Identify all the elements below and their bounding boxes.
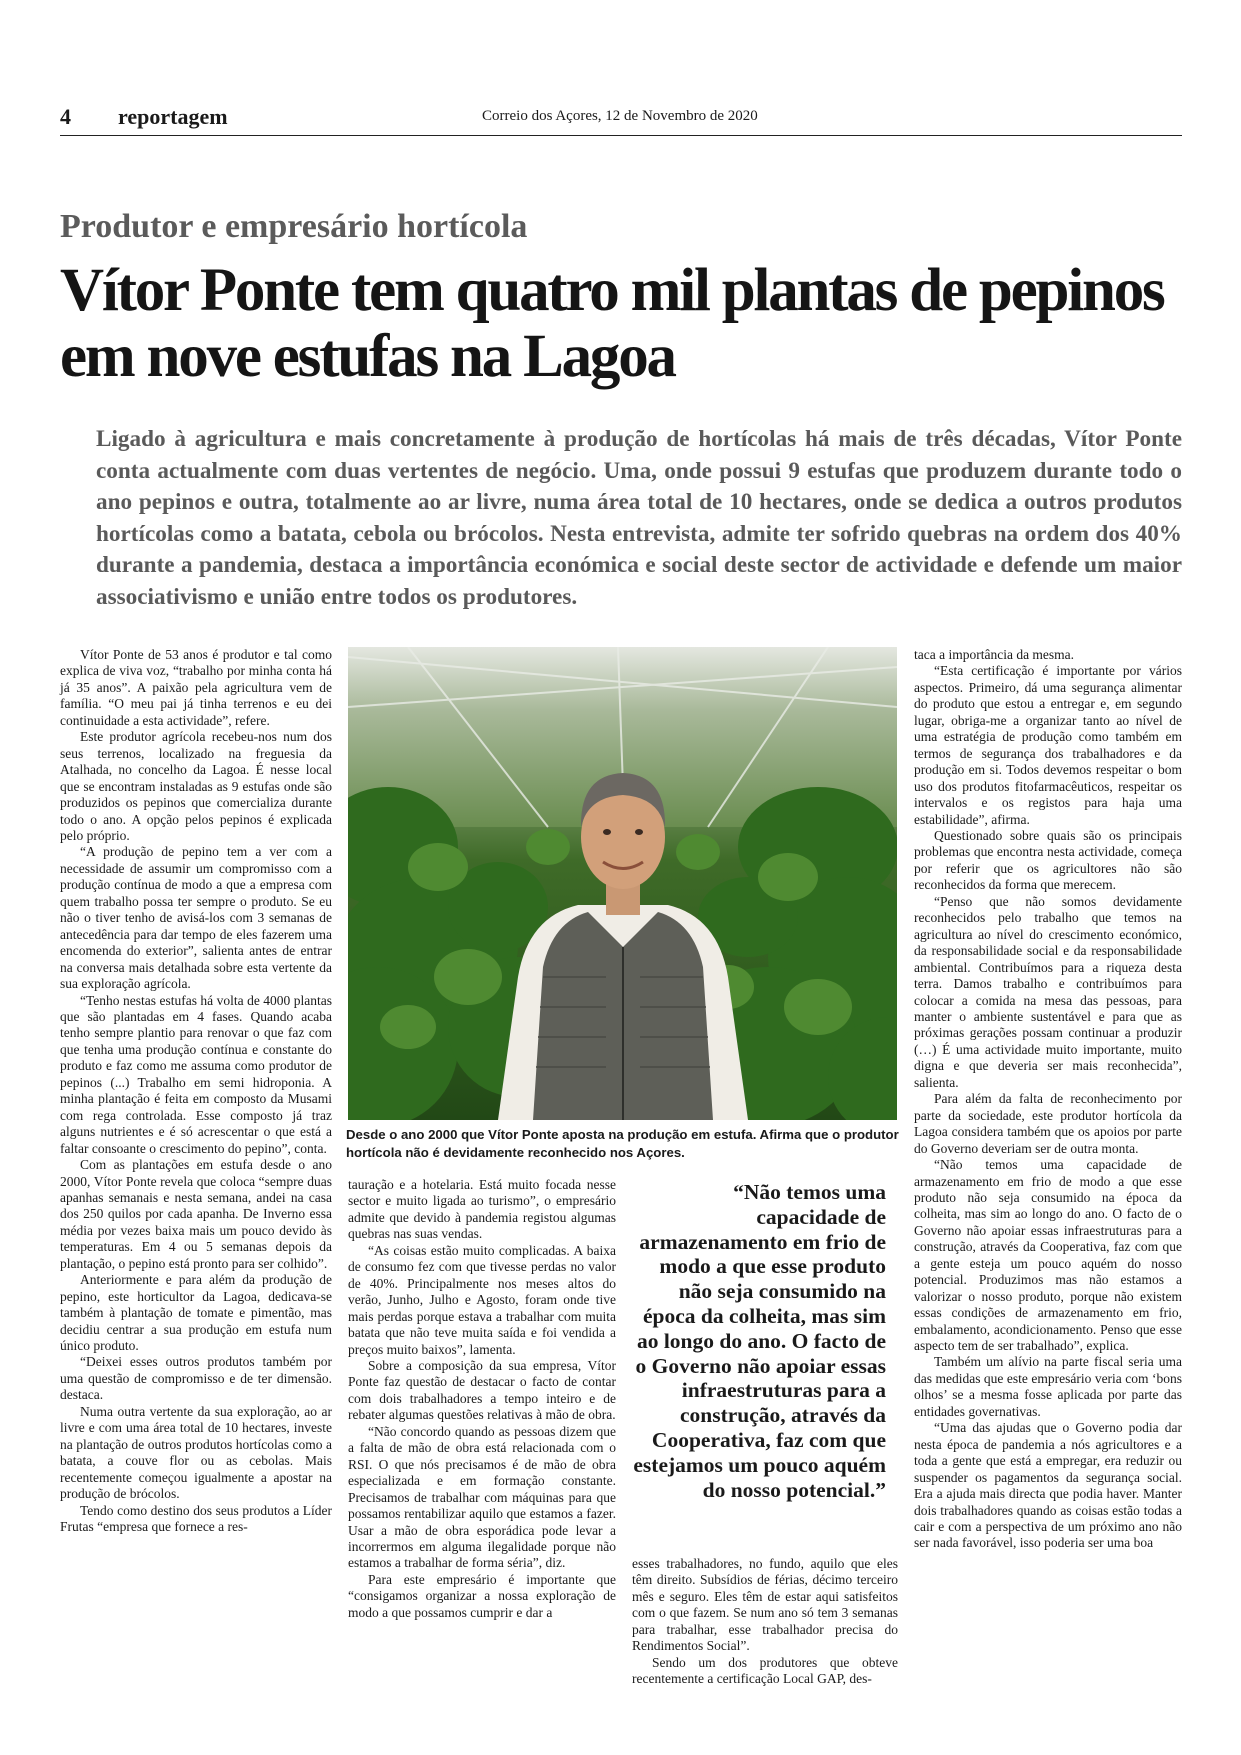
- paragraph: Também um alívio na parte fiscal seria uma das medidas que este empresário veria com ‘bons olhos’ se a mesma fosse aplicada por parte das entidades governativas.: [914, 1354, 1182, 1419]
- paragraph: Para este empresário é importante que “consigamos organizar a nossa exploração de modo a que possamos cumprir e dar a: [348, 1571, 616, 1620]
- column-3: [632, 1556, 898, 1688]
- paragraph: “Penso que não somos devidamente reconhecidos pelo trabalho que temos na agricultura ao nível do crescimento económico, da responsabilidade social e da responsabilidade ambiental. Contribuímos para a riqueza desta terra. Damos trabalho e contribuímos para colocar a comida na mesa das pessoas, para manter o ambiente sustentável e para que as próximas gerações possam continuar a produzir (…) É uma actividade muito importante, muito digna e que deveria ser mais reconhecida”, salienta.: [914, 893, 1182, 1090]
- lead-paragraph: Ligado à agricultura e mais concretamente à produção de hortícolas há mais de três décadas, Vítor Ponte conta actualmente com duas vertentes de negócio. Uma, onde possui 9 estufas que produzem durante todo o ano pepinos e outra, totalmente ao ar livre, numa área total de 10 hectares, onde se dedica a outros produtos hortícolas como a batata, cebola ou brócolos. Nesta entrevista, admite ter sofrido quebras na ordem dos 40% durante a pandemia, destaca a importância económica e social deste sector de actividade e defende um maior associativismo e união entre todos os produtores.: [96, 426, 1182, 610]
- column-2: [348, 1177, 616, 1621]
- paragraph: Numa outra vertente da sua exploração, ao ar livre e com uma área total de 10 hectares, investe na plantação de outros produtos hortícolas como a batata, a couve flor ou as cebolas. Mais recentemente começou igualmente a apostar na produção de brócolos.: [60, 1403, 332, 1502]
- headline: Vítor Ponte tem quatro mil plantas de pepinos em nove estufas na Lagoa: [60, 257, 1164, 390]
- page-number: 4: [60, 104, 71, 129]
- paragraph: Questionado sobre quais são os principais problemas que encontra nesta actividade, começa por referir que os agricultores não são reconhecidos da forma que merecem.: [914, 827, 1182, 893]
- header-rule: [60, 135, 1182, 136]
- paragraph: Sobre a composição da sua empresa, Vítor Ponte faz questão de destacar o facto de contar com dois trabalhadores a tempo inteiro e de rebater algumas questões relativas à mão de obra.: [348, 1357, 616, 1423]
- paragraph: Anteriormente e para além da produção de pepino, este horticultor da Lagoa, dedicava-se também à plantação de tomate e pimentão, mas decidiu centrar a sua produção em estufa num único produto.: [60, 1272, 332, 1354]
- photo-illustration: [348, 647, 897, 1120]
- paragraph: Vítor Ponte de 53 anos é produtor e tal como explica de viva voz, “trabalho por minha conta há já 35 anos”. A paixão pela agricultura vem de família. “O meu pai já tinha terrenos e eu dei continuidade a esta actividade”, refere.: [60, 647, 332, 728]
- paragraph: “A produção de pepino tem a ver com a necessidade de assumir um compromisso com a produção contínua de modo a que a empresa com quem trabalho possa ter sempre o produto. Se eu não o tiver tenho de avisá-los com 3 semanas de antecedência para dar tempo de eles fazerem uma encomenda do exterior”, salienta antes de entrar na conversa mais detalhada sobre esta vertente da sua exploração agrícola.: [60, 844, 332, 992]
- paragraph: Para além da falta de reconhecimento por parte da sociedade, este produtor hortícola da Lagoa considera também que os apoios por parte do Governo deveriam ser de outra monta.: [914, 1091, 1182, 1156]
- section-title: reportagem: [118, 104, 228, 129]
- paragraph: “Não concordo quando as pessoas dizem que a falta de mão de obra está relacionada com o RSI. O que nós precisamos é de mão de obra especializada e em formação constante. Precisamos de trabalhar com máquinas para que possamos rentabilizar aquilo que estamos a fazer. Usar a mão de obra esporádica pode levar a incorrermos em alguma ilegalidade porque não estamos a trabalhar de forma séria”, diz.: [348, 1423, 616, 1571]
- paragraph: “Não temos uma capacidade de armazenamento em frio de modo a que esse produto não seja consumido na época da colheita, mas sim ao longo do ano. O facto de o Governo não apoiar essas infraestruturas para a construção, através da Cooperativa, faz com que a gente esteja um pouco aquém do nosso potencial. Produzimos mas não estamos a valorizar o nosso produto, porque não existem essas condições de armazenamento em frio, embalamento, acondicionamento. Penso que esse aspecto tem de ser trabalhado”, explica.: [914, 1157, 1182, 1354]
- paragraph: “As coisas estão muito complicadas. A baixa de consumo fez com que tivesse perdas no valor de 40%. Principalmente nos meses altos do verão, Junho, Julho e Agosto, foram onde tive mais perdas porque estava a trabalhar com muita batata que não teve muita saída e foi vendida a preços muito baixos”, lamenta.: [348, 1242, 616, 1357]
- newspaper-date: Correio dos Açores, 12 de Novembro de 2020: [482, 108, 758, 124]
- paragraph: “Tenho nestas estufas há volta de 4000 plantas que são plantadas em 4 fases. Quando acaba tenho sempre plantio para renovar o que faz com que tenha uma produção contínua e constante do produto e faz como me assuma como produtor de pepinos (...) Trabalho em semi hidroponia. A minha plantação é feita em composto da Musami com rega controlada. Esse composto já traz alguns nutrientes e é só acrescentar o que está a faltar consoante o crescimento do pepino”, conta.: [60, 992, 332, 1156]
- paragraph: Com as plantações em estufa desde o ano 2000, Vítor Ponte revela que coloca “sempre duas apanhas semanais e nesta semana, andei na casa dos 250 quilos por cada apanha. De Inverno essa média por vezes baixa mais um pouco devido às temperaturas. Em 4 ou 5 semanas depois da plantação, o pepino está pronto para ser colhido”.: [60, 1157, 332, 1271]
- paragraph: taca a importância da mesma.: [914, 647, 1075, 662]
- paragraph: “Esta certificação é importante por vários aspectos. Primeiro, dá uma segurança alimentar do produto que estou a entregar e, em segundo lugar, obriga-me a organizar tanto ao nível de uma estratégia de produção como também em termos de segurança dos trabalhadores e da produção em si. Todos devemos respeitar o bom uso dos produtos fitofarmacêuticos, respeitar os intervalos e os registos para haja uma estabilidade”, afirma.: [914, 663, 1182, 827]
- photo-caption: Desde o ano 2000 que Vítor Ponte aposta na produção em estufa. Afirma que o produtor hortícola não é devidamente reconhecido nos Açores.: [346, 1127, 899, 1160]
- paragraph: esses trabalhadores, no fundo, aquilo que eles têm direito. Subsídios de férias, décimo terceiro mês e seguro. Eles têm de estar aqui satisfeitos com o que fazem. Se num ano só tem 3 semanas para trabalhar, esse trabalhador precisa do Rendimentos Social”.: [632, 1556, 898, 1654]
- paragraph: “Deixei esses outros produtos também por uma questão de compromisso e de ter dimensão. destaca.: [60, 1354, 332, 1403]
- kicker: Produtor e empresário hortícola: [60, 208, 528, 245]
- paragraph: “Uma das ajudas que o Governo podia dar nesta época de pandemia a nós agricultores e a toda a gente que está a empregar, era reduzir ou suspender os pagamentos da segurança social. Era a ajuda mais directa que podia haver. Manter dois trabalhadores quando as coisas estão todas a cair e com a perspectiva de um próximo ano não ser nada favorável, isso poderia ser uma boa: [914, 1420, 1182, 1551]
- column-1: [60, 647, 332, 1535]
- paragraph: Sendo um dos produtores que obteve recentemente a certificação Local GAP, des-: [632, 1654, 898, 1687]
- paragraph: Tendo como destino dos seus produtos a Líder Frutas “empresa que fornece a res-: [60, 1502, 332, 1535]
- pull-quote: “Não temos uma capacidade de armazenamento em frio de modo a que esse produto não seja consumido na época da colheita, mas sim ao longo do ano. O facto de o Governo não apoiar essas infraestruturas para a construção, através da Cooperativa, faz com que estejamos um pouco aquém do nosso potencial.”: [633, 1180, 886, 1502]
- paragraph: Este produtor agrícola recebeu-nos num dos seus terrenos, localizado na freguesia da Atalhada, no concelho da Lagoa. É nesse local que se encontram instaladas as 9 estufas onde são produzidos os pepinos que comercializa durante todo o ano. A opção pelos pepinos é explicada pelo próprio.: [60, 729, 332, 843]
- article-photo: [348, 647, 897, 1120]
- column-4: [914, 647, 1182, 1552]
- paragraph: tauração e a hotelaria. Está muito focada nesse sector e muito ligada ao turismo”, o empresário admite que devido à pandemia registou algumas quebras nas suas vendas.: [348, 1177, 616, 1242]
